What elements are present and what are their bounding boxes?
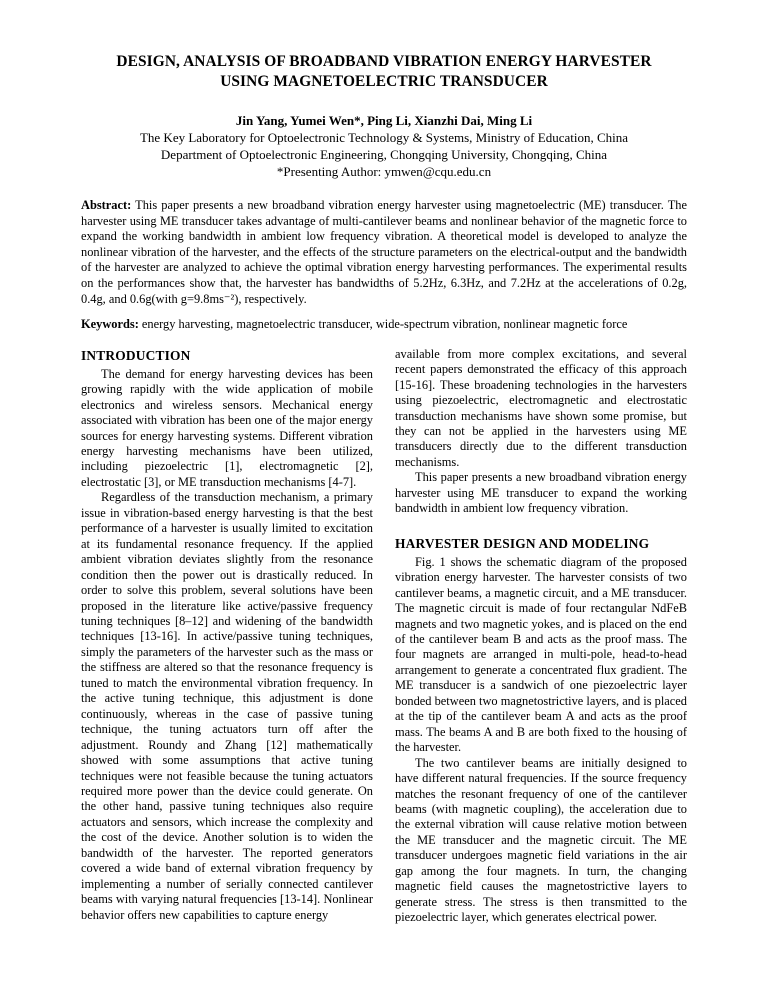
intro-paragraph-4: This paper presents a new broadband vibration energy harvester using ME transducer to expand the working bandwidth in ambient low frequency vibration. <box>395 470 687 516</box>
keywords-label: Keywords: <box>81 317 139 332</box>
title-line-2: USING MAGNETOELECTRIC TRANSDUCER <box>220 73 548 90</box>
intro-paragraph-1: The demand for energy harvesting devices has been growing rapidly with the wide application of mobile electronics and wireless sensors. Mechanical energy associated with vibration has been one of the major energy sources for energy harvesting systems. Different vibration energy harvesting mechanisms have been utilized, including piezoelectric [1], electromagnetic [2], electrostatic [3], or ME transduction mechanisms [4-7]. <box>81 366 373 489</box>
affiliation-department: Department of Optoelectronic Engineering, Chongqing University, Chongqing, China <box>160 147 608 162</box>
paper-title <box>81 0 687 92</box>
intro-paragraph-2: Regardless of the transduction mechanism, a primary issue in vibration-based energy harvesting is that the best performance of a harvester is usually limited to excitation at its fundamental resonance frequency. If the applied ambient vibration deviates slightly from the resonance condition then the power out is drastically reduced. In order to solve this problem, several solutions have been proposed in the literature like active/passive frequency tuning techniques [8–12] and widening of the bandwidth techniques [13-16]. In active/passive tuning techniques, simply the parameters of the harvester such as the mass or the stiffness are altered so that the resonance frequency is tuned to match the environmental vibration frequency. In the active tuning technique, this adjustment is done continuously, whereas in the case of passive tuning technique, the tuning actuators turn off after the adjustment. Roundy and Zhang [12] mathematically showed with some assumptions that active tuning techniques were not feasible because the tuning actuators required more power than the device could generate. On the other hand, passive tuning techniques also require actuators and sensors, which increase the complexity and the cost of the device. Another solution is to widen the bandwidth of the harvester. The reported generators covered a wide band of external vibration frequency by implementing a number of serially connected cantilever beams with varying natural frequencies [13-14]. Nonlinear behavior offers new capabilities to capture energy <box>81 490 373 922</box>
design-paragraph-1: Fig. 1 shows the schematic diagram of the proposed vibration energy harvester. The harvester consists of two cantilever beams, a magnetic circuit, and a ME transducer. The magnetic circuit is made of four rectangular NdFeB magnets and two magnetic yokes, and is placed on the end of the cantilever beam B and acts as the proof mass. The four magnets are arranged in multi-pole, head-to-head arrangement to generate a concentrated flux gradient. The ME transducer is a sandwich of one piezoelectric layer bonded between two magnetostrictive layers, and is placed at the tip of the cantilever beam A and acts as the proof mass. The beams A and B are both fixed to the housing of the harvester. <box>395 554 687 755</box>
intro-paragraph-3: available from more complex excitations, and several recent papers demonstrated the efficacy of this approach [15-16]. These broadening technologies in the harvesters using piezoelectric, electromagnetic and electrostatic transduction mechanisms have shown some promise, but they can not be applied in the harvesters using ME transducers directly due to the different transduction mechanisms. <box>395 346 687 469</box>
right-column <box>395 347 687 926</box>
section-heading-introduction: INTRODUCTION <box>81 347 191 363</box>
author-list: Jin Yang, Yumei Wen*, Ping Li, Xianzhi Dai, Ming Li <box>235 113 533 128</box>
abstract-label: Abstract: <box>81 198 132 212</box>
abstract-text: This paper presents a new broadband vibration energy harvester using magnetoelectric (ME) transducer. The harvester using ME transducer takes advantage of multi-cantilever beams and nonlinear behavior of the magnetic force to expand the working bandwidth in ambient low frequency vibration. A theoretical model is developed to analyze the nonlinear vibration of the harvester, and the effects of the structure parameters on the electrical-output and the bandwidth of the harvester are analyzed to achieve the optimal vibration energy harvesting performances. The experimental results on the performances show that, the harvester has bandwidths of 5.2Hz, 6.3Hz, and 7.2Hz at the accelerations of 0.2g, 0.4g, and 0.6g(with g=9.8ms⁻²), respectively. <box>81 198 687 306</box>
design-paragraph-2: The two cantilever beams are initially designed to have different natural frequencies. If the source frequency matches the resonant frequency of one of the cantilever beams (with magnetic coupling), the acceleration due to the external vibration will cause relative motion between the ME transducer and the magnetic circuit. The ME transducer undergoes magnetic field variations in the air gap among the four magnets. In turn, the changing magnetic field causes the magnetostrictive layers to generate stress. The stress is then transmitted to the piezoelectric layer, which generates electrical power. <box>395 755 687 925</box>
affiliations <box>81 129 687 180</box>
title-line-1: DESIGN, ANALYSIS OF BROADBAND VIBRATION ENERGY HARVESTER <box>116 53 652 70</box>
presenting-author: *Presenting Author: ymwen@cqu.edu.cn <box>276 164 492 179</box>
left-column <box>81 347 373 926</box>
section-heading-design: HARVESTER DESIGN AND MODELING <box>395 535 650 551</box>
affiliation-lab: The Key Laboratory for Optoelectronic Technology & Systems, Ministry of Education, China <box>139 130 629 145</box>
abstract <box>81 198 687 307</box>
body-columns <box>81 347 687 926</box>
keywords <box>81 317 687 333</box>
keywords-text: energy harvesting, magnetoelectric transducer, wide-spectrum vibration, nonlinear magnetic force <box>138 317 628 332</box>
